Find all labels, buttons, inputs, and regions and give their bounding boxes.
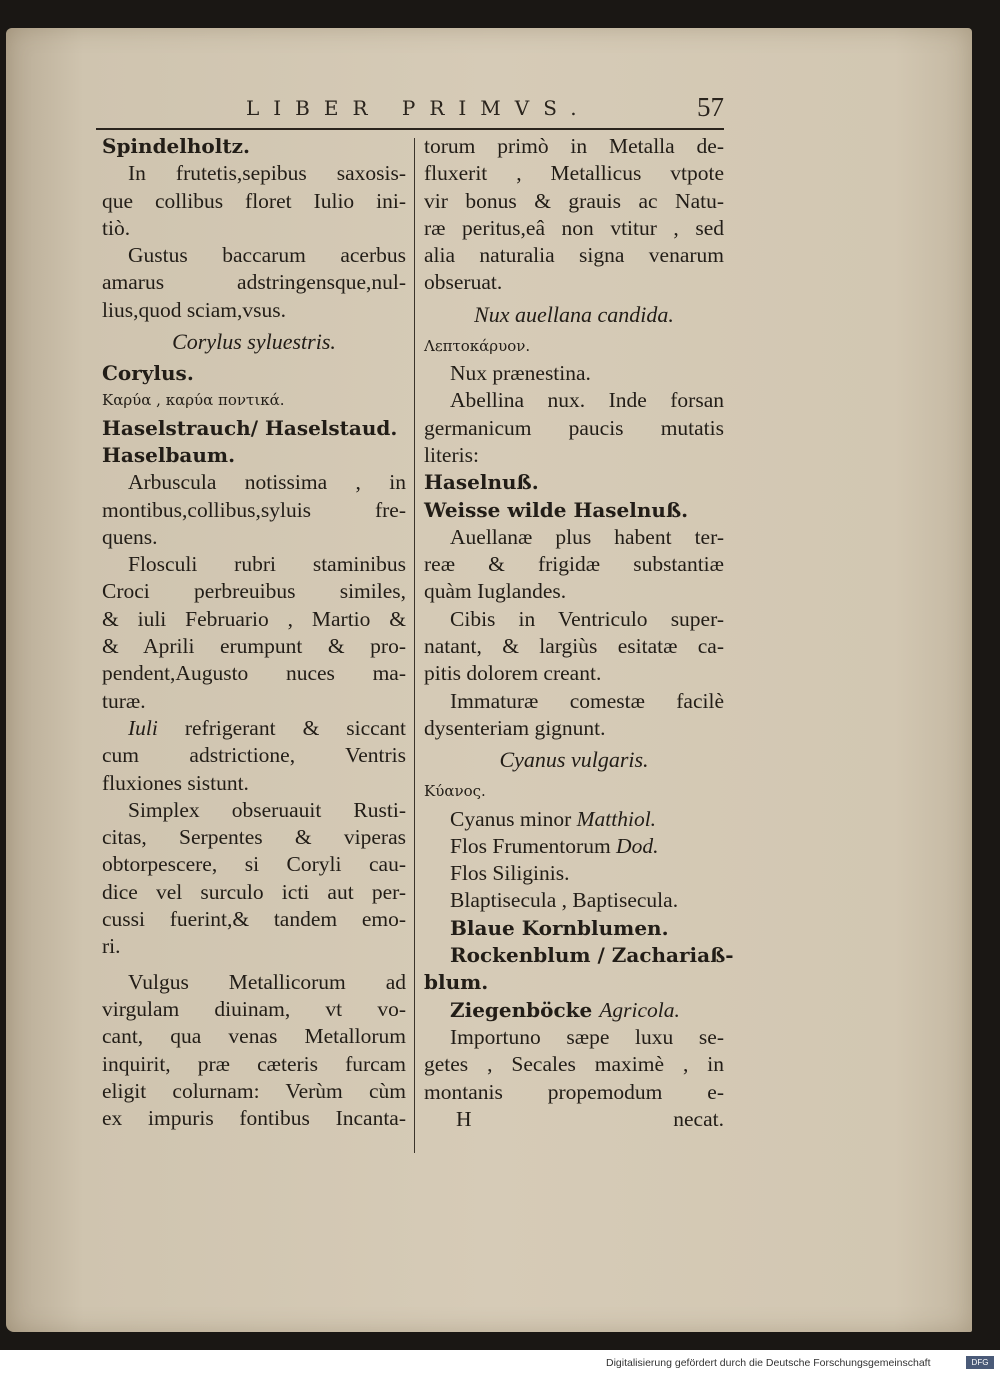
text-line: pitis dolorem creant. [424, 661, 602, 686]
text-line: inquirit, præ cæteris furcam [102, 1051, 406, 1076]
text-line: turæ. [102, 688, 146, 713]
text-line: fluxerit , Metallicus vtpote [424, 161, 724, 186]
text-line [424, 806, 724, 833]
text-line: Blaue Kornblumen. [450, 915, 669, 940]
section-heading: Corylus syluestris. [172, 329, 336, 355]
text-line: Haselbaum. [102, 442, 236, 467]
text-line: montanis propemodum e- [424, 1079, 724, 1104]
text-line [102, 715, 406, 742]
page-number: 57 [697, 92, 724, 122]
text-line: Vulgus Metallicorum ad [128, 969, 406, 994]
text-line: cussi fuerint,& tandem emo- [102, 907, 406, 932]
text-line: Abellina nux. Inde forsan [450, 388, 724, 413]
text-line: virgulam diuinam, vt vo- [102, 996, 406, 1021]
running-head: LIBER PRIMVS. [246, 96, 591, 120]
text-line: Blaptisecula , Baptisecula. [450, 888, 679, 913]
text-line: Cibis in Ventriculo super- [450, 606, 724, 631]
text-line [424, 997, 724, 1024]
author-abbrev: Agricola. [599, 997, 680, 1022]
text-span: Ziegenböcke [450, 997, 600, 1022]
text-line: obtorpescere, si Coryli cau- [102, 852, 406, 877]
text-line: vir bonus & grauis ac Natu- [424, 188, 724, 213]
text-line: pendent,Augusto nuces ma- [102, 661, 406, 686]
text-line: que collibus floret Iulio ini- [102, 188, 406, 213]
text-line: Croci perbreuibus similes, [102, 579, 406, 604]
text-line: & Aprili erumpunt & pro- [102, 634, 406, 659]
dfg-logo: DFG [966, 1356, 994, 1369]
text-line: cant, qua venas Metallorum [102, 1024, 406, 1049]
section-heading: Nux auellana candida. [474, 301, 674, 327]
text-line: quàm Iuglandes. [424, 579, 567, 604]
text-line: Weisse wilde Haselnuß. [424, 497, 689, 522]
text-line: eligit colurnam: Verùm cùm [102, 1078, 406, 1103]
text-line: Arbuscula notissima , in [128, 470, 406, 495]
text-line: dice vel surculo icti aut per- [102, 879, 406, 904]
text-line: Nux prænestina. [450, 361, 591, 386]
text-line: reæ & frigidæ substantiæ [424, 552, 724, 577]
italic-term: Iuli [128, 715, 158, 740]
text-line: Immaturæ comestæ facilè [450, 688, 724, 713]
text-line: dysenteriam gignunt. [424, 715, 606, 740]
text-line: Spindelholtz. [102, 134, 250, 158]
text-span: Flos Frumentorum [450, 833, 617, 858]
text-line: amarus adstringensque,nul- [102, 270, 406, 295]
catchword: necat. [673, 1106, 724, 1131]
text-line: ri. [102, 934, 121, 959]
text-line: getes , Secales maximè , in [424, 1052, 724, 1077]
text-span: refrigerant & siccant [157, 715, 406, 740]
text-span: Cyanus minor [450, 806, 577, 831]
text-line: Importuno sæpe luxu se- [450, 1024, 724, 1049]
funding-note: Digitalisierung gefördert durch die Deutsche Forschungsgemeinschaft [606, 1357, 931, 1369]
header-rule [96, 128, 724, 130]
text-line: germanicum paucis mutatis [424, 415, 724, 440]
text-line: torum primò in Metalla de- [424, 134, 724, 158]
text-line: Flos Siliginis. [450, 861, 570, 886]
author-abbrev: Matthiol. [576, 806, 657, 831]
text-line: cum adstrictione, Ventris [102, 743, 406, 768]
text-line: ræ peritus,eâ non vtitur , sed [424, 215, 724, 240]
text-line: natant, & largiùs esitatæ ca- [424, 634, 724, 659]
text-line: Rockenblum / Zachariaß- [450, 943, 734, 968]
signature-row [424, 1106, 724, 1133]
text-line: montibus,collibus,syluis fre- [102, 497, 406, 522]
text-line: Simplex obseruauit Rusti- [128, 797, 406, 822]
author-abbrev: Dod. [616, 833, 659, 858]
greek-line: Λεπτοκάρυον. [424, 336, 531, 355]
text-line: quens. [102, 524, 158, 549]
text-line: Auellanæ plus habent ter- [450, 524, 724, 549]
text-line: & iuli Februario , Martio & [102, 606, 406, 631]
left-column [102, 133, 406, 1132]
signature-mark: H [456, 1106, 472, 1131]
text-line: alia naturalia signa venarum [424, 243, 724, 268]
greek-line: Καρύα , καρύα ποντικά. [102, 391, 285, 410]
text-line: lius,quod sciam,vsus. [102, 297, 286, 322]
greek-line: Κύανος. [424, 782, 486, 801]
text-line: Corylus. [102, 361, 194, 386]
section-heading: Cyanus vulgaris. [499, 747, 649, 773]
text-line: fluxiones sistunt. [102, 770, 249, 795]
text-line: literis: [424, 442, 479, 467]
text-line: citas, Serpentes & viperas [102, 825, 406, 850]
column-divider [414, 138, 415, 1153]
text-line: tiò. [102, 215, 131, 240]
text-line [424, 833, 724, 860]
text-line: Haselstrauch/ Haselstaud. [102, 415, 398, 440]
text-line: blum. [424, 970, 489, 995]
text-line: obseruat. [424, 270, 503, 295]
text-line: Flosculi rubri staminibus [128, 552, 406, 577]
text-line: ex impuris fontibus Incanta- [102, 1106, 406, 1131]
right-column [424, 133, 734, 1133]
text-line: In frutetis,sepibus saxosis- [128, 161, 406, 186]
text-line: Gustus baccarum acerbus [128, 243, 406, 268]
text-line: Haselnuß. [424, 470, 539, 495]
